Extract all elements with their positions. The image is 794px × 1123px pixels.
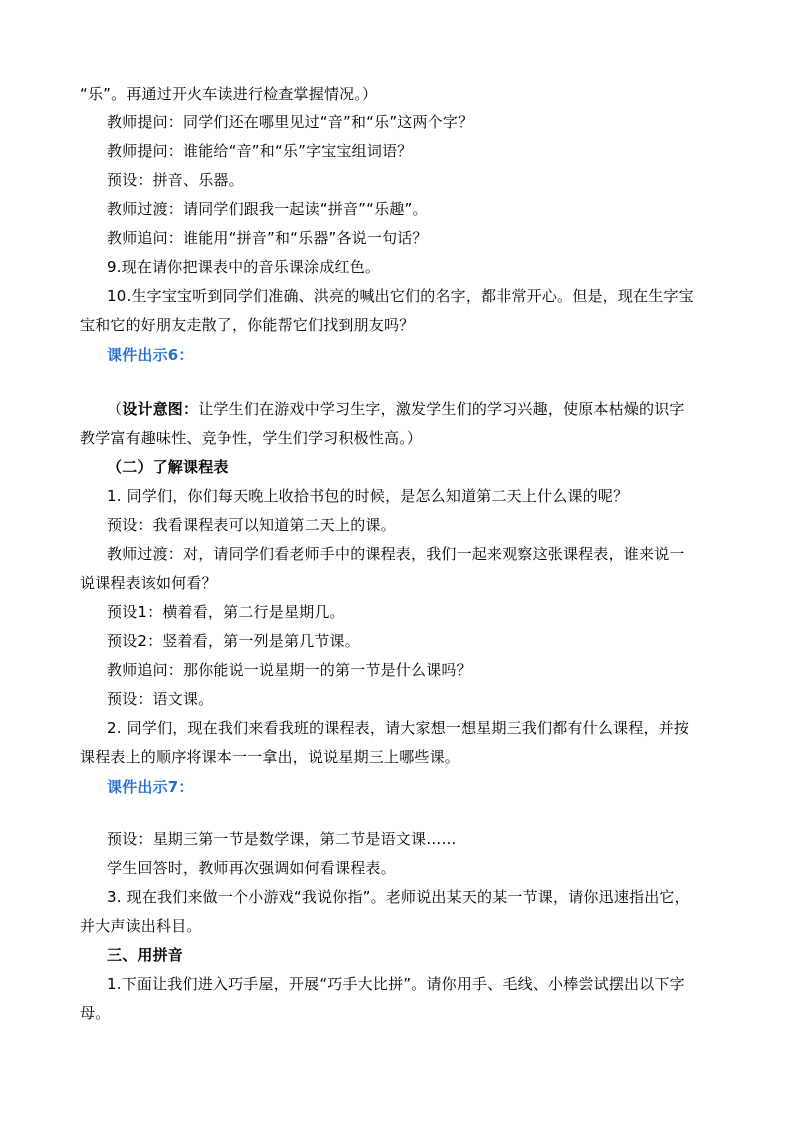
text-line: 宝和它的好朋友走散了，你能帮它们找到朋友吗？ [80,316,415,334]
text-line: 1. 同学们，你们每天晚上收拾书包的时候，是怎么知道第二天上什么课的呢？ [107,487,629,505]
text-line: 说课程表该如何看？ [80,574,217,592]
text-line: 预设：拼音、乐器。 [107,171,244,189]
text-line: 2. 同学们，现在我们来看我班的课程表，请大家想一想星期三我们都有什么课程，并按 [107,719,690,737]
text-line: 教师过渡：请同学们跟我一起读“拼音”“乐趣”。 [107,200,428,218]
text-line: 1.下面让我们进入巧手屋，开展“巧手大比拼”。请你用手、毛线、小棒尝试摆出以下字 [107,975,685,993]
section-heading: 三、用拼音 [107,946,184,964]
section-heading: （二）了解课程表 [107,458,229,476]
text-line: 预设：星期三第一节是数学课，第二节是语文课…… [107,830,457,848]
design-intent-text: 让学生们在游戏中学习生字，激发学生们的学习兴趣，使原本枯燥的识字 [198,400,685,418]
courseware-heading: 课件出示6： [107,346,194,364]
courseware-heading: 课件出示7： [107,778,194,796]
text-line: 母。 [80,1004,111,1022]
text-line: 教师提问：同学们还在哪里见过“音”和“乐”这两个字？ [107,113,474,131]
text-line: 10.生字宝宝听到同学们准确、洪亮的喊出它们的名字，都非常开心。但是，现在生字宝 [107,287,694,305]
text-line: 学生回答时，教师再次强调如何看课程表。 [107,859,396,877]
text-line: 教学富有趣味性、竞争性，学生们学习积极性高。） [80,429,423,447]
text-line: 预设：我看课程表可以知道第二天上的课。 [107,516,396,534]
text-line: 教师追问：那你能说一说星期一的第一节是什么课吗？ [107,661,472,679]
text-line: 9.现在请你把课表中的音乐课涂成红色。 [107,258,381,276]
text-line: 课程表上的顺序将课本一一拿出，说说星期三上哪些课。 [80,748,461,766]
text-line: 预设1：横着看，第二行是星期几。 [107,603,345,621]
design-intent-line: （设计意图：让学生们在游戏中学习生字，激发学生们的学习兴趣，使原本枯燥的识字 [107,400,685,418]
text-line: 教师追问：谁能用“拼音”和“乐器”各说一句话？ [107,229,428,247]
text-line: 教师提问：谁能给“音”和“乐”字宝宝组词语？ [107,142,413,160]
text-line: 3. 现在我们来做一个小游戏“我说你指”。老师说出某天的某一节课，请你迅速指出它， [107,888,690,906]
text-line: “乐”。再通过开火车读进行检查掌握情况。） [80,85,378,103]
text-line: 并大声读出科目。 [80,917,202,935]
text-line: 预设：语文课。 [107,690,214,708]
text-line: 教师过渡：对，请同学们看老师手中的课程表，我们一起来观察这张课程表，谁来说一 [107,545,685,563]
text-line: 预设2：竖着看，第一列是第几节课。 [107,632,360,650]
